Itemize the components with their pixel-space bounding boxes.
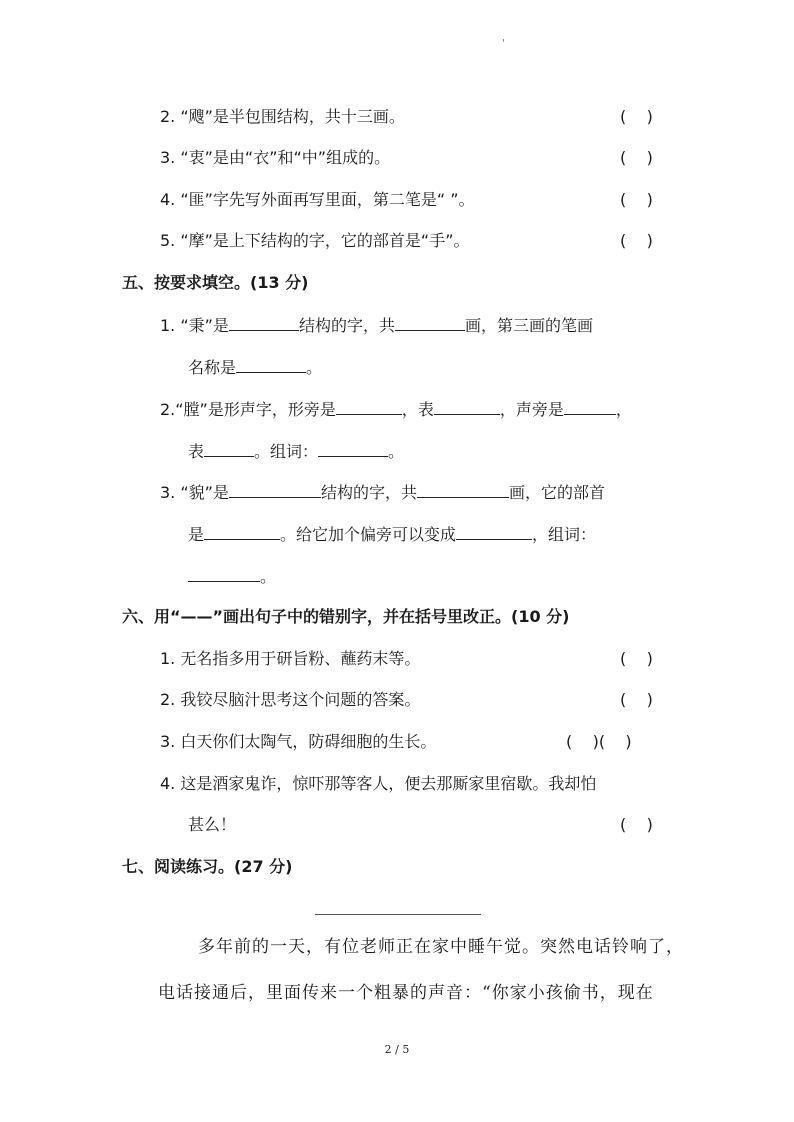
- blank-field[interactable]: [229, 481, 321, 498]
- passage-line-1: 多年前的一天，有位老师正在家中睡午觉。突然电话铃响了，: [198, 937, 684, 957]
- fill-text: 。: [306, 358, 323, 377]
- fill-text: 。: [260, 567, 277, 586]
- fill-text: 3. “貌”是: [160, 483, 229, 502]
- correction-item-2: 2. 我铰尽脑汁思考这个问题的答案。: [160, 690, 421, 709]
- fill-text: 表: [188, 442, 205, 461]
- fill-item-3-line-2: [188, 523, 596, 546]
- fill-text: ，: [615, 400, 632, 419]
- fill-text: 。: [388, 442, 405, 461]
- fill-text: 1. “秉”是: [160, 316, 229, 335]
- fill-text: ，声旁是: [499, 400, 564, 419]
- fill-item-3-line-1: [160, 481, 605, 504]
- answer-paren[interactable]: ( ): [620, 649, 653, 668]
- blank-field[interactable]: [336, 398, 402, 415]
- fill-item-1-line-1: [160, 314, 593, 337]
- fill-text: 2.“膛”是形声字，形旁是: [160, 400, 336, 419]
- fill-text: ，组词：: [532, 525, 597, 544]
- correction-item-4: 4. 这是酒家鬼诈，惊吓那等客人，便去那厮家里宿歇。我却怕: [160, 774, 597, 793]
- fill-item-2-line-1: [160, 398, 632, 421]
- fill-text: 名称是: [188, 358, 237, 377]
- blank-field[interactable]: [188, 565, 260, 582]
- judge-item-5: 5. “摩”是上下结构的字，它的部首是“手”。: [160, 231, 470, 250]
- passage-line-2: 电话接通后，里面传来一个粗暴的声音：“你家小孩偷书，现在: [158, 983, 654, 1003]
- section-6-heading: 六、用“——”画出句子中的错别字，并在括号里改正。(10 分): [122, 607, 570, 626]
- answer-paren[interactable]: ( ): [620, 148, 653, 167]
- fill-text: 画，它的部首: [508, 483, 605, 502]
- blank-field[interactable]: [229, 314, 299, 331]
- answer-paren[interactable]: ( ): [620, 190, 653, 209]
- blank-field[interactable]: [204, 440, 254, 457]
- answer-paren[interactable]: ( ): [620, 690, 653, 709]
- blank-field[interactable]: [318, 440, 388, 457]
- correction-item-4-cont: 甚么！: [188, 815, 237, 834]
- blank-field[interactable]: [456, 523, 532, 540]
- section-5-heading: 五、按要求填空。(13 分): [122, 273, 309, 292]
- blank-field[interactable]: [417, 481, 509, 498]
- blank-field[interactable]: [236, 356, 306, 373]
- blank-field[interactable]: [395, 314, 465, 331]
- header-mark: ': [502, 38, 505, 49]
- fill-text: 画，第三画的笔画: [464, 316, 593, 335]
- fill-text: 结构的字，共: [320, 483, 417, 502]
- fill-item-3-line-3: [188, 565, 276, 588]
- fill-text: 结构的字，共: [298, 316, 395, 335]
- answer-paren[interactable]: ( ): [620, 815, 653, 834]
- section-7-heading: 七、阅读练习。(27 分): [122, 857, 293, 876]
- fill-text: 。组词：: [254, 442, 319, 461]
- blank-field[interactable]: [564, 398, 616, 415]
- fill-item-2-line-2: [188, 440, 404, 463]
- judge-item-3: 3. “衷”是由“衣”和“中”组成的。: [160, 148, 391, 167]
- fill-text: ，表: [401, 400, 434, 419]
- answer-paren[interactable]: ( ): [620, 107, 653, 126]
- correction-item-1: 1. 无名指多用于研旨粉、蘸药末等。: [160, 649, 421, 668]
- answer-paren[interactable]: ( ): [620, 231, 653, 250]
- passage-title-blank: [315, 914, 481, 915]
- blank-field[interactable]: [434, 398, 500, 415]
- answer-paren-pair[interactable]: ( )( ): [566, 732, 632, 751]
- blank-field[interactable]: [204, 523, 280, 540]
- judge-item-4: 4. “匪”字先写外面再写里面，第二笔是“ ”。: [160, 190, 475, 209]
- fill-text: 。给它加个偏旁可以变成: [280, 525, 457, 544]
- judge-item-2: 2. “飕”是半包围结构，共十三画。: [160, 107, 405, 126]
- fill-text: 是: [188, 525, 205, 544]
- page-number: 2 / 5: [384, 1043, 410, 1056]
- fill-item-1-line-2: [188, 356, 322, 379]
- correction-item-3: 3. 白天你们太陶气，防碍细胞的生长。: [160, 732, 437, 751]
